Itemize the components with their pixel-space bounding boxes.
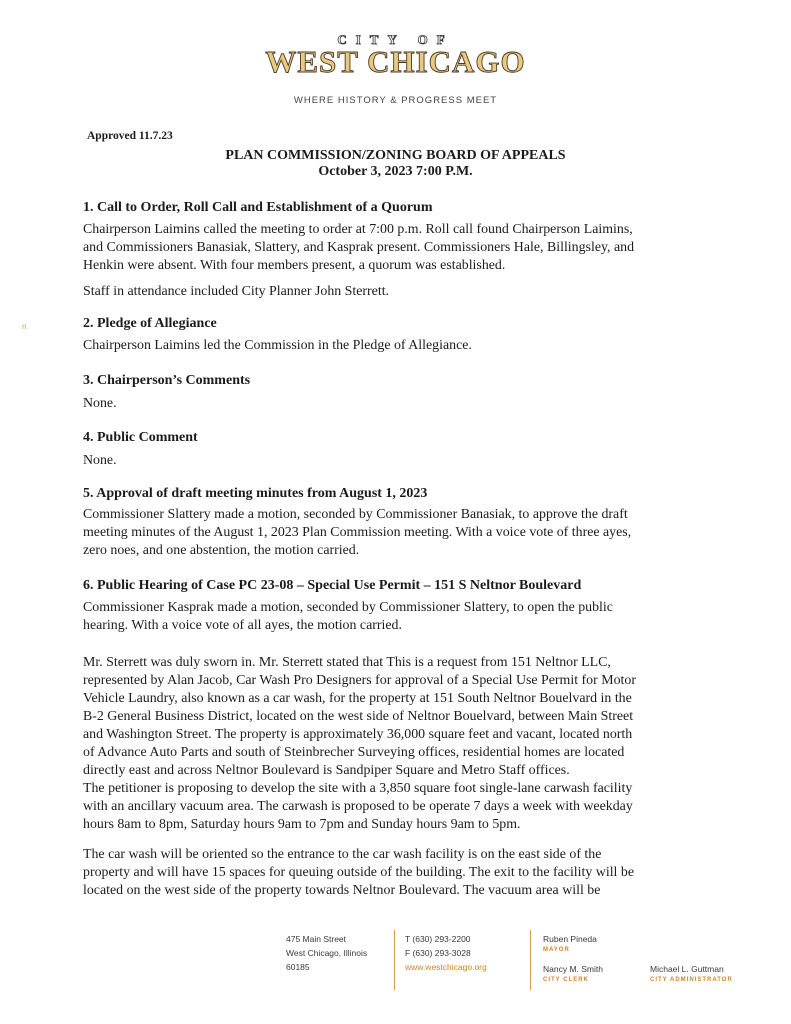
paragraph-line: of Advance Auto Parts and south of Steinbrecher Surveying offices, residential homes are located bbox=[83, 745, 625, 760]
fax-number: F (630) 293-3028 bbox=[405, 948, 471, 958]
clerk-name: Nancy M. Smith bbox=[543, 964, 603, 974]
section-2-heading: 2. Pledge of Allegiance bbox=[83, 316, 217, 331]
administrator-name: Michael L. Guttman bbox=[650, 964, 724, 974]
west-chicago-logo: WEST CHICAGO bbox=[265, 44, 526, 79]
approved-stamp: Approved 11.7.23 bbox=[87, 130, 173, 142]
meeting-date: October 3, 2023 7:00 P.M. bbox=[318, 164, 473, 179]
paragraph-line: and Washington Street. The property is approximately 36,000 square feet and vacant, located north bbox=[83, 727, 633, 742]
paragraph-line: with an ancillary vacuum area. The carwash is proposed to be operate 7 days a week with weekday bbox=[83, 799, 633, 814]
margin-mark: n bbox=[22, 322, 27, 331]
paragraph-line: Mr. Sterrett was duly sworn in. Mr. Sterrett stated that This is a request from 151 Neltnor LLC, bbox=[83, 655, 611, 670]
footer-contact bbox=[405, 932, 487, 974]
administrator-role: CITY ADMINISTRATOR bbox=[650, 977, 733, 983]
footer-mayor bbox=[543, 932, 597, 955]
section-6-site-plan bbox=[83, 846, 713, 900]
section-5-body bbox=[83, 506, 713, 560]
paragraph-line: located on the west side of the property towards Neltnor Boulevard. The vacuum area will be bbox=[83, 883, 601, 898]
section-6-motion bbox=[83, 599, 713, 635]
paragraph-line: hearing. With a voice vote of all ayes, the motion carried. bbox=[83, 618, 402, 633]
section-2-body: Chairperson Laimins led the Commission in the Pledge of Allegiance. bbox=[83, 338, 472, 353]
address-line: West Chicago, Illinois bbox=[286, 948, 368, 958]
paragraph-line: The car wash will be oriented so the entrance to the car wash facility is on the east side of the bbox=[83, 847, 602, 862]
section-4-body: None. bbox=[83, 453, 117, 468]
paragraph-line: The petitioner is proposing to develop the site with a 3,850 square foot single-lane carwash facility bbox=[83, 781, 633, 796]
section-6-testimony bbox=[83, 654, 713, 834]
footer-address bbox=[286, 932, 367, 974]
paragraph-line: B-2 General Business District, located on the west side of Neltnor Bouelvard, between Main Street bbox=[83, 709, 634, 724]
section-6-heading: 6. Public Hearing of Case PC 23-08 – Special Use Permit – 151 S Neltnor Boulevard bbox=[83, 578, 582, 593]
document-title: PLAN COMMISSION/ZONING BOARD OF APPEALS bbox=[225, 148, 566, 163]
tagline: WHERE HISTORY & PROGRESS MEET bbox=[293, 95, 498, 106]
paragraph-line: zero noes, and one abstention, the motion carried. bbox=[83, 543, 360, 558]
address-line: 60185 bbox=[286, 962, 310, 972]
section-3-heading: 3. Chairperson’s Comments bbox=[83, 373, 251, 388]
staff-attendance: Staff in attendance included City Planner John Sterrett. bbox=[83, 284, 390, 299]
paragraph-line: Commissioner Kasprak made a motion, seconded by Commissioner Slattery, to open the public bbox=[83, 600, 613, 615]
mayor-role: MAYOR bbox=[543, 947, 570, 953]
phone-number: T (630) 293-2200 bbox=[405, 934, 471, 944]
section-3-body: None. bbox=[83, 396, 117, 411]
paragraph-line: property and will have 15 spaces for queuing outside of the building. The exit to the facility will be bbox=[83, 865, 634, 880]
section-1-heading: 1. Call to Order, Roll Call and Establishment of a Quorum bbox=[83, 200, 433, 215]
paragraph-line: meeting minutes of the August 1, 2023 Plan Commission meeting. With a voice vote of three ayes, bbox=[83, 525, 632, 540]
paragraph-line: Henkin were absent. With four members present, a quorum was established. bbox=[83, 258, 506, 273]
paragraph-line: and Commissioners Banasiak, Slattery, and Kasprak present. Commissioners Hale, Billingsley, and bbox=[83, 240, 635, 255]
paragraph-line: Commissioner Slattery made a motion, seconded by Commissioner Banasiak, to approve the draft bbox=[83, 507, 628, 522]
section-1-body bbox=[83, 221, 713, 275]
section-5-heading: 5. Approval of draft meeting minutes from August 1, 2023 bbox=[83, 486, 428, 501]
footer-divider bbox=[394, 930, 395, 990]
footer-divider bbox=[530, 930, 531, 990]
paragraph-line: hours 8am to 8pm, Saturday hours 9am to 7pm and Sunday hours 9am to 5pm. bbox=[83, 817, 521, 832]
section-4-heading: 4. Public Comment bbox=[83, 430, 198, 445]
footer-clerk bbox=[543, 962, 603, 985]
paragraph-line: directly east and across Neltnor Boulevard is Sandpiper Square and Metro Staff offices. bbox=[83, 763, 570, 778]
paragraph-line: Vehicle Laundry, also known as a car wash, for the property at 151 South Neltnor Bouelvard in the bbox=[83, 691, 632, 706]
paragraph-line: Chairperson Laimins called the meeting to order at 7:00 p.m. Roll call found Chairperson Laimins, bbox=[83, 222, 633, 237]
city-of-logo-text: CITY OF bbox=[337, 32, 454, 47]
address-line: 475 Main Street bbox=[286, 934, 347, 944]
mayor-name: Ruben Pineda bbox=[543, 934, 597, 944]
paragraph-line: represented by Alan Jacob, Car Wash Pro Designers for approval of a Special Use Permit for Motor bbox=[83, 673, 636, 688]
footer-administrator bbox=[650, 962, 733, 985]
clerk-role: CITY CLERK bbox=[543, 977, 589, 983]
website-link[interactable]: www.westchicago.org bbox=[405, 962, 487, 972]
